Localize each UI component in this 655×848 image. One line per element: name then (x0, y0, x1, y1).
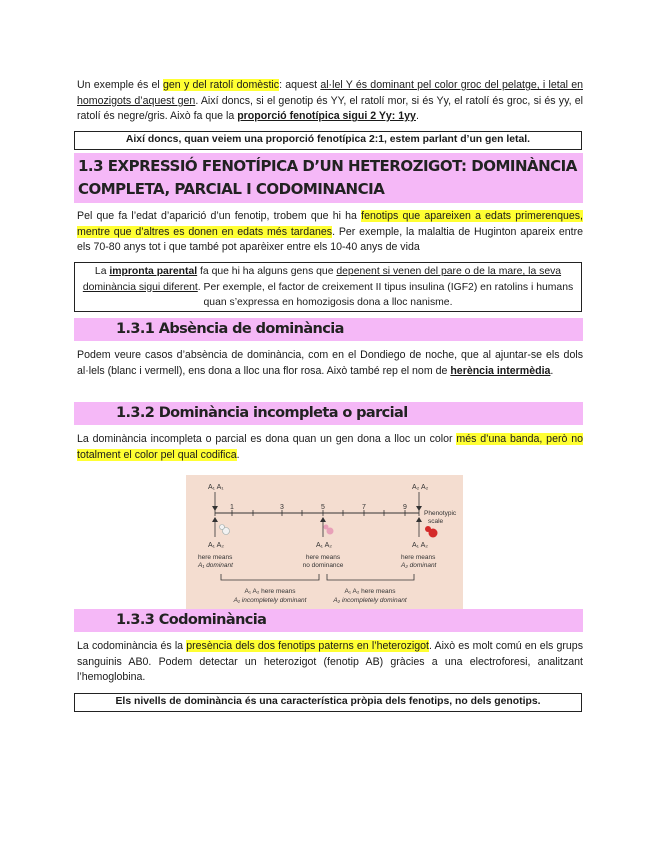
note-box-lethal: Així doncs, quan veiem una proporció fenotípica 2:1, estem parlant d’un gen letal. (74, 131, 582, 150)
bottom-left-desc: A₁ incompletely dominant (233, 597, 307, 604)
bold-underlined-text: impronta parental (109, 266, 198, 277)
heading-1-3: 1.3 EXPRESSIÓ FENOTÍPICA D’UN HETEROZIGOT: DOMINÀNCIA COMPLETA, PARCIAL I CODOMINANCIA (74, 153, 583, 203)
paragraph-no-dominance (77, 348, 583, 379)
tick-label: 1 (230, 504, 234, 511)
heading-1-3-2: 1.3.2 Dominància incompleta o parcial (74, 402, 583, 425)
flower-red-icon (425, 526, 438, 538)
label-a1a1: A₁ A₁ (208, 484, 224, 491)
text: . (550, 364, 554, 377)
note-box-imprinting (74, 262, 582, 312)
paragraph-incomplete-dominance (77, 432, 583, 463)
right-desc: A₂ dominant (401, 562, 437, 569)
bracket-right (327, 574, 414, 580)
heading-1-3-1: 1.3.1 Absència de dominància (74, 318, 583, 341)
tick-label: 7 (362, 504, 366, 511)
label-a1a2-mid: A₁ A₂ (316, 542, 332, 549)
scale-label: scale (428, 518, 444, 525)
arrowhead (320, 517, 326, 522)
text: . Per exemple, el factor de creixement II tipus insulina (IGF2) en ratolins i humans quan s’expressa en homozigosis dona a lloc nanisme. (197, 281, 574, 308)
paragraph-age-onset (77, 209, 583, 256)
paragraph-codominance (77, 639, 583, 686)
bottom-right-means: A₁ A₂ here means (344, 588, 396, 595)
arrowhead (212, 517, 218, 522)
label-a1a2-left: A₁ A₂ (208, 542, 224, 549)
text: . Per exemple, la malaltia de Huginton apareix entre els 70-80 anys tot i que també pot aparèixer entre els 10-40 anys de vida (77, 225, 583, 253)
text: La (94, 266, 110, 277)
text: La dominància incompleta o parcial es dona quan un gen dona a lloc un color (77, 433, 457, 445)
label-a1a2-right: A₁ A₂ (412, 542, 428, 549)
underlined-text: al·lel Y és dominant pel color groc del pelatge, i letal en homozigots d’aquest gen (77, 79, 583, 107)
phenotypic-scale-diagram (186, 475, 463, 609)
highlight: gen y del ratolí domèstic (163, 79, 280, 91)
tick-label: 3 (280, 504, 284, 511)
right-means: here means (401, 554, 436, 561)
bold-underlined-text: herència intermèdia (450, 364, 551, 377)
tick-label: 9 (403, 504, 407, 511)
flower-pink-icon (324, 525, 334, 535)
mid-means: here means (305, 554, 341, 561)
paragraph-lethal-gene (77, 78, 583, 125)
tick-label: 5 (321, 504, 325, 511)
bottom-left-means: A₁ A₂ here means (244, 588, 296, 595)
text: . Això es molt comú en els grups sanguinis AB0. Podem detectar un heterozigot (fenotip AB) gràcies a una electroforesi, analitzant l’hemoglobina. (77, 640, 583, 683)
flower-white-icon (220, 525, 230, 535)
phenotypic-scale-figure (186, 475, 463, 609)
text: Pel que fa l’edat d’aparició d’un fenotip, trobem que hi ha (77, 210, 362, 222)
arrowhead (416, 517, 422, 522)
bottom-right-desc: A₂ incompletely dominant (333, 597, 407, 604)
label-a2a2: A₂ A₂ (412, 484, 429, 491)
text: . (415, 110, 419, 122)
scale-label: Phenotypic (424, 510, 457, 517)
bracket-left (221, 574, 319, 580)
highlight: més d’una banda, però no totalment el color pel qual codifica (77, 433, 583, 461)
highlight: fenotips que apareixen a edats primerenques, mentre que d’altres es donen en edats més tardanes (77, 210, 583, 238)
left-means: here means (198, 554, 233, 561)
underlined-text: depenent si venen del pare o de la mare, la seva dominància sigui diferent (82, 266, 562, 293)
left-desc: A₁ dominant (198, 562, 233, 569)
text: La codominància és la (77, 640, 187, 652)
bold-underlined-text: proporció fenotípica sigui 2 Yy: 1yy (237, 110, 416, 122)
text: fa que hi ha alguns gens que (197, 266, 337, 277)
mid-desc: no dominance (302, 562, 344, 569)
text: Podem veure casos d’absència de dominància, com en el Dondiego de noche, que al ajuntar-se els dols al·lels (blanc i vermell), ens dona a lloc una flor rosa. Això també rep el nom de (77, 349, 583, 377)
highlight: presència dels dos fenotips paterns en l’heterozigot (186, 640, 429, 652)
text: Un exemple és el (77, 79, 164, 91)
text: . Així doncs, si el genotip és YY, el ratolí mor, si és Yy, el ratolí és groc, si és yy, el ratolí és negre/gris. Això fa que la (77, 94, 583, 122)
note-box-dominance-levels: Els nivells de dominància és una característica pròpia dels fenotips, no dels genotips. (74, 693, 582, 712)
heading-1-3-3: 1.3.3 Codominància (74, 609, 583, 632)
text: : aquest (279, 79, 321, 91)
text: . (236, 448, 240, 461)
